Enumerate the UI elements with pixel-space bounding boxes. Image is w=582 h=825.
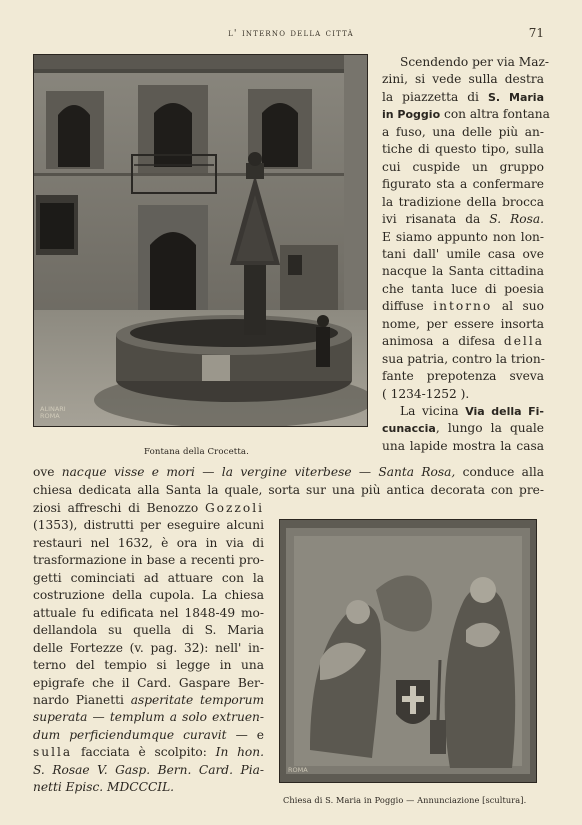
right-column-line [382, 351, 544, 367]
right-column-line [382, 368, 544, 384]
text-span: S. Rosae V. Gasp. Bern. Card. Pia- [33, 762, 264, 777]
left-column-line [33, 692, 264, 708]
right-column-line [382, 420, 544, 437]
text-span: dum perficiendumque curavit [33, 727, 227, 742]
text-span: sulla [33, 745, 73, 760]
fountain-illustration [34, 55, 367, 426]
right-column-line [382, 298, 544, 314]
right-column-line [382, 438, 544, 454]
photo-watermark-bottom: ROMA [40, 412, 60, 420]
text-span: animosa a difesa [382, 334, 504, 349]
text-span: cui cuspide un gruppo [382, 159, 544, 174]
text-span: La vicina [400, 404, 466, 418]
text-span: epigrafe che il Card. Gaspare Ber- [33, 675, 264, 690]
text-span: tiche di questo tipo, sulla [382, 142, 544, 157]
relief-photo [279, 519, 537, 783]
left-column-line [33, 500, 264, 516]
text-span: In hon. [215, 745, 264, 760]
left-column-line [33, 622, 264, 638]
right-column-line [382, 211, 544, 227]
text-span: Gozzoli [204, 501, 264, 515]
right-column-line [400, 403, 544, 420]
text-span: zini, si vede sulla destra [382, 72, 544, 87]
left-column-line [33, 675, 264, 691]
text-span: della [503, 334, 544, 349]
text-span: nacque la Santa cittadina [382, 264, 544, 279]
right-column-line [382, 281, 544, 297]
text-span: trasformazione in base a recenti pro- [33, 553, 264, 568]
left-column-line [33, 552, 264, 568]
text-span: fante prepotenza sveva [382, 369, 544, 384]
text-span: conduce alla [455, 465, 545, 479]
text-span: getti cominciati ad attuare con la [33, 570, 264, 585]
text-span: ziosi affreschi di Benozzo [33, 501, 205, 515]
left-column-line [33, 535, 264, 551]
right-column-line [382, 316, 544, 332]
text-span: S. Maria [487, 90, 544, 104]
right-column-line [382, 71, 544, 87]
right-column-line [382, 194, 544, 210]
text-span: Via della Fi- [465, 405, 544, 418]
text-span: sua patria, contro la trion- [382, 351, 545, 366]
full-width-line [33, 464, 544, 480]
text-span: dellandola su quella di S. Maria [33, 623, 264, 638]
right-column-line [400, 54, 550, 70]
right-column-line [382, 124, 544, 140]
text-span: nacque visse e mori — la vergine viterbese — Santa Rosa, [61, 465, 456, 479]
right-column-line [382, 89, 544, 106]
full-width-line [33, 482, 544, 498]
text-span: che tanta luce di poesia [382, 281, 544, 296]
text-span: asperitate temporum [130, 692, 264, 707]
text-span: restauri nel 1632, è ora in via di [33, 535, 264, 550]
right-column-line [382, 333, 544, 349]
text-span: a fuso, una delle più an- [382, 124, 544, 139]
left-column-line [33, 517, 264, 533]
right-column-line [382, 141, 544, 157]
fountain-caption: Fontana della Crocetta. [144, 447, 249, 457]
text-span: una lapide mostra la casa [382, 438, 544, 453]
left-column-line [33, 587, 264, 603]
left-column-line [33, 570, 264, 586]
left-column-line [33, 709, 264, 725]
relief-caption: Chiesa di S. Maria in Poggio — Annunciazione [scultura]. [283, 795, 527, 805]
right-column-line [382, 246, 544, 262]
text-span: (1353), distrutti per eseguire alcuni [33, 518, 264, 533]
text-span: — e [226, 727, 264, 742]
text-span: cunaccia [382, 422, 436, 436]
left-column-line [33, 605, 264, 621]
right-column-line [382, 229, 544, 245]
text-span: figurato sta a confermare [382, 177, 544, 192]
text-span: la piazzetta di [382, 89, 488, 104]
text-span: delle Fortezze (v. pag. 32): nell' in- [33, 640, 264, 655]
text-span: ( 1234-1252 ). [382, 386, 470, 401]
text-span: netti Episc. MDCCCIL. [33, 780, 175, 795]
left-column-line [33, 657, 264, 673]
photo-watermark-top: ALINARI [40, 405, 66, 413]
text-span: tani dall' umile casa ove [382, 246, 544, 261]
text-span: la tradizione della brocca [382, 194, 544, 209]
left-column-line [33, 779, 264, 795]
right-column-line [382, 176, 544, 192]
text-span: facciata è scolpito: [72, 745, 216, 760]
right-column-line [382, 106, 550, 123]
text-span: con altra fontana [440, 107, 550, 122]
fountain-photo [33, 54, 368, 427]
left-column-line [33, 744, 264, 760]
left-column-line [33, 762, 264, 778]
text-span: chiesa dedicata alla Santa la quale, sorta sur una più antica decorata con pre- [33, 482, 544, 497]
text-span: Scendendo per via Maz- [400, 55, 550, 69]
text-span: diffuse [382, 299, 434, 314]
right-column-line [382, 386, 544, 402]
text-span: costruzione della cupola. La chiesa [33, 588, 264, 603]
page-number: 71 [528, 26, 544, 40]
text-span: E siamo appunto non lon- [382, 229, 544, 244]
running-head: l' interno della città [228, 28, 354, 39]
text-span: superata — templum a solo extruen- [33, 710, 264, 725]
text-span: nome, per essere insorta [382, 316, 544, 331]
text-span: al suo [492, 299, 544, 314]
left-column-line [33, 727, 264, 743]
text-span: intorno [433, 299, 493, 314]
text-span: terno del tempio si legge in una [33, 658, 264, 673]
text-span: ivi risanata da [382, 212, 490, 227]
annunciation-relief-illustration [280, 520, 536, 782]
text-span: in Poggio [382, 108, 441, 122]
right-column-line [382, 159, 544, 175]
text-span: , lungo la quale [435, 421, 544, 436]
text-span: ove [33, 465, 62, 479]
left-column-line [33, 640, 264, 656]
text-span: S. Rosa. [489, 212, 544, 227]
right-column-line [382, 263, 544, 279]
text-span: attuale fu edificata nel 1848-49 mo- [33, 605, 264, 620]
relief-watermark: ROMA [288, 766, 308, 774]
text-span: nardo Pianetti [33, 692, 131, 707]
